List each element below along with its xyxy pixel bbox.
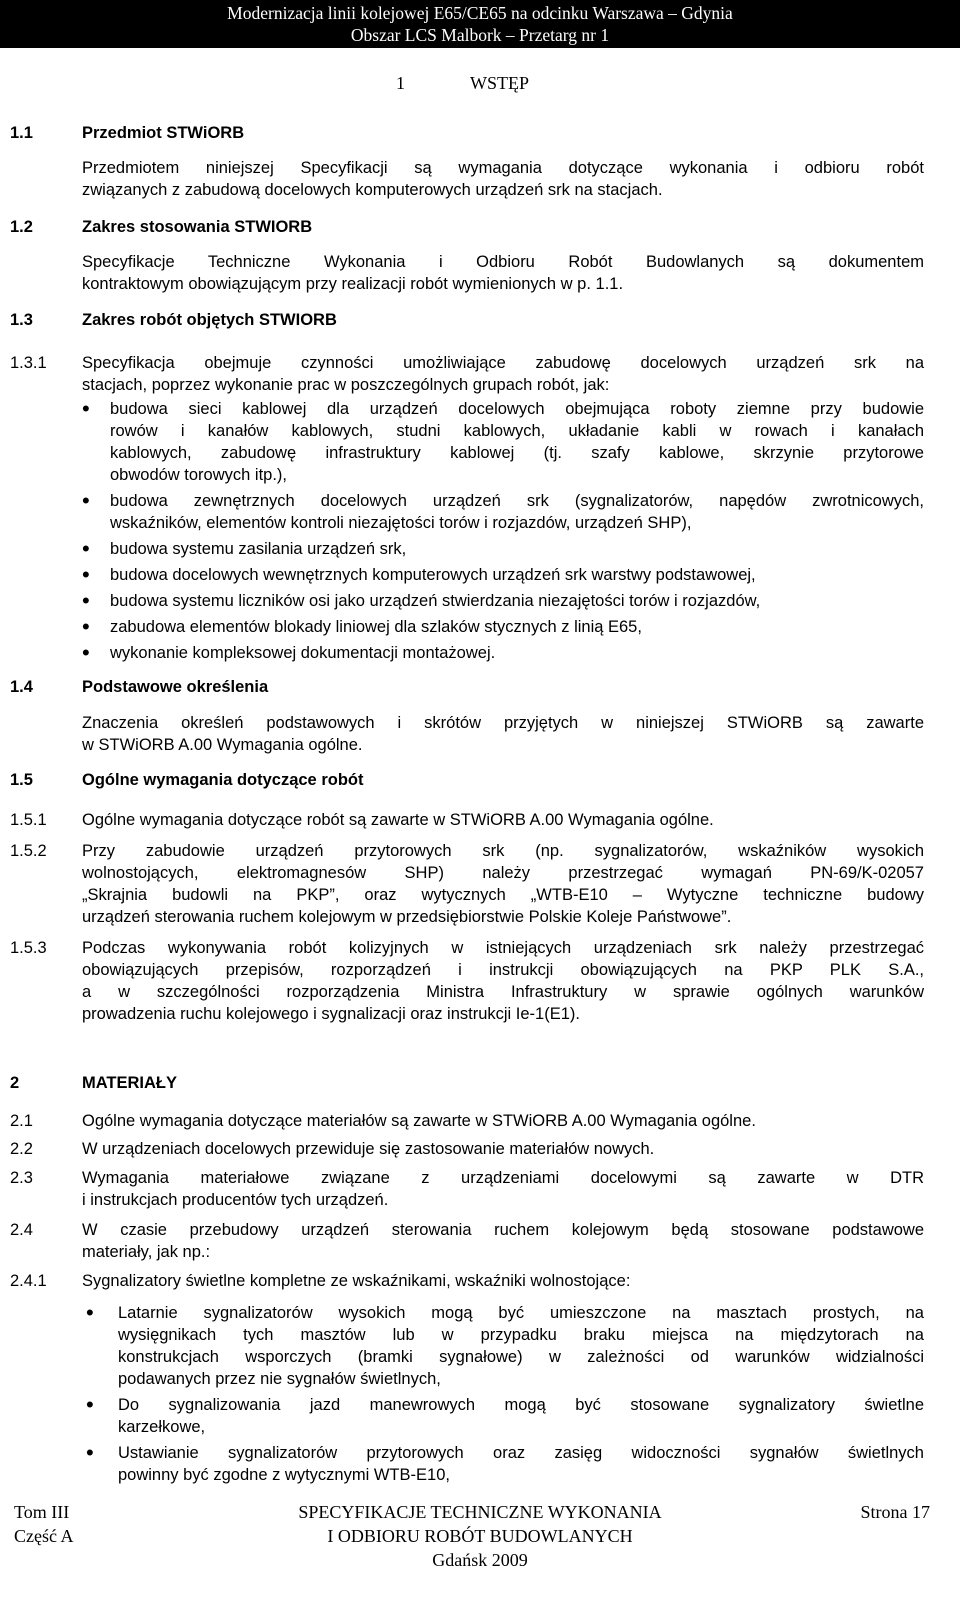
section-1-4-title: Podstawowe określenia xyxy=(82,678,269,696)
section-1-4-text: Znaczenia określeń podstawowych i skrótów przyjętych w niniejszej STWiORB są zawarte w STWiORB A.00 Wymagania ogólne. xyxy=(82,714,924,754)
section-1-2-title: Zakres stosowania STWIORB xyxy=(82,218,313,236)
chapter-2-title: MATERIAŁY xyxy=(82,1074,178,1092)
section-2-3-text: Wymagania materiałowe związane z urządzeniami docelowymi są zawarte w DTR i instrukcjach producentów tych urządzeń. xyxy=(82,1169,924,1209)
section-1-2-text: Specyfikacje Techniczne Wykonania i Odbioru Robót Budowlanych są dokumentem kontraktowym obowiązującym przy realizacji robót wymienionych w p. 1.1. xyxy=(82,253,924,293)
section-2-1-text: Ogólne wymagania dotyczące materiałów są zawarte w STWiORB A.00 Wymagania ogólne. xyxy=(82,1112,756,1130)
header-project-subtitle: Obszar LCS Malbork – Przetarg nr 1 xyxy=(350,25,610,45)
works-bullet-list xyxy=(82,398,924,664)
list-item: • wykonanie kompleksowej dokumentacji montażowej. xyxy=(82,642,924,664)
footer-spec-title-line2: I ODBIORU ROBÓT BUDOWLANYCH xyxy=(327,1526,633,1546)
section-2-4-number: 2.4 xyxy=(10,1221,33,1239)
section-1-5-2-text: Przy zabudowie urządzeń przytorowych srk (np. sygnalizatorów, wskaźników wysokich wolnostojących, elektromagnesów SHP) należy przestrzegać wymagań PN-69/K-02057 „Skrajnia budowli na PKP”, oraz wytycznych „WTB-E10 – Wytyczne techniczne budowy urządzeń sterowania ruchem kolejowym w przedsiębiorstwie Polskie Koleje Państwowe”. xyxy=(82,842,924,926)
page-footer xyxy=(0,1500,960,1600)
section-2-4-1-number: 2.4.1 xyxy=(10,1272,47,1290)
section-1-3-1-number: 1.3.1 xyxy=(10,354,47,372)
section-1-5-1-text: Ogólne wymagania dotyczące robót są zawarte w STWiORB A.00 Wymagania ogólne. xyxy=(82,811,714,829)
section-1-2-number: 1.2 xyxy=(10,218,33,236)
list-item: • Latarnie sygnalizatorów wysokich mogą być umieszczone na masztach prostych, na wysięgnikach tych masztów lub w przypadku braku miejsca na międzytorach na konstrukcjach wsporczych (bramki sygnałowe) w zależności od warunków widzialności podawanych przez nie sygnałów świetlnych, xyxy=(82,1302,924,1390)
footer-part: Część A xyxy=(14,1526,74,1546)
section-1-3-title: Zakres robót objętych STWIORB xyxy=(82,311,337,329)
chapter-2-number: 2 xyxy=(10,1074,20,1092)
footer-page-number: Strona 17 xyxy=(860,1502,930,1522)
chapter-1-number: 1 xyxy=(396,73,405,93)
section-1-4-number: 1.4 xyxy=(10,678,33,696)
section-1-3-number: 1.3 xyxy=(10,311,33,329)
section-1-1-number: 1.1 xyxy=(10,124,33,142)
list-item: • budowa docelowych wewnętrznych komputerowych urządzeń srk warstwy podstawowej, xyxy=(82,564,924,586)
section-1-5-2-number: 1.5.2 xyxy=(10,842,47,860)
list-item: • zabudowa elementów blokady liniowej dla szlaków stycznych z linią E65, xyxy=(82,616,924,638)
section-1-1-text: Przedmiotem niniejszej Specyfikacji są wymagania dotyczące wykonania i odbioru robót związanych z zabudową docelowych komputerowych urządzeń srk na stacjach. xyxy=(82,159,924,199)
footer-volume: Tom III xyxy=(14,1502,70,1522)
section-2-3-number: 2.3 xyxy=(10,1169,33,1187)
section-1-5-number: 1.5 xyxy=(10,771,33,789)
section-2-1-number: 2.1 xyxy=(10,1112,33,1130)
page-header xyxy=(0,0,960,48)
section-1-5-3-text: Podczas wykonywania robót kolizyjnych w istniejących urządzeniach srk należy przestrzegać obowiązujących przepisów, rozporządzeń i instrukcji obowiązujących na PKP PLK S.A., a w szczególności rozporządzenia Ministra Infrastruktury w sprawie ogólnych warunków prowadzenia ruchu kolejowego i sygnalizacji oraz instrukcji Ie-1(E1). xyxy=(82,939,924,1023)
footer-spec-title-line1: SPECYFIKACJE TECHNICZNE WYKONANIA xyxy=(298,1502,662,1522)
section-1-5-1-number: 1.5.1 xyxy=(10,811,47,829)
section-2-4-text: W czasie przebudowy urządzeń sterowania ruchem kolejowym będą stosowane podstawowe materiały, jak np.: xyxy=(82,1221,924,1261)
section-1-3-1-text: Specyfikacja obejmuje czynności umożliwiające zabudowę docelowych urządzeń srk na stacjach, poprzez wykonanie prac w poszczególnych grupach robót, jak: xyxy=(82,354,924,394)
list-item: • Do sygnalizowania jazd manewrowych mogą być stosowane sygnalizatory świetlne karzełkowe, xyxy=(82,1394,924,1438)
list-item: • Ustawianie sygnalizatorów przytorowych oraz zasięg widoczności sygnałów świetlnych powinny być zgodne z wytycznymi WTB-E10, xyxy=(82,1442,924,1486)
section-2-2-text: W urządzeniach docelowych przewiduje się zastosowanie materiałów nowych. xyxy=(82,1140,655,1158)
section-2-2-number: 2.2 xyxy=(10,1140,33,1158)
list-item: • budowa systemu liczników osi jako urządzeń stwierdzania niezajętości torów i rozjazdów, xyxy=(82,590,924,612)
footer-place-date: Gdańsk 2009 xyxy=(432,1550,528,1570)
header-project-title: Modernizacja linii kolejowej E65/CE65 na odcinku Warszawa – Gdynia xyxy=(227,3,733,23)
section-1-5-3-number: 1.5.3 xyxy=(10,939,47,957)
section-2-4-1-text: Sygnalizatory świetlne kompletne ze wskaźnikami, wskaźniki wolnostojące: xyxy=(82,1272,631,1290)
chapter-1-title: WSTĘP xyxy=(470,73,530,93)
list-item: • budowa zewnętrznych docelowych urządzeń srk (sygnalizatorów, napędów zwrotnicowych, wskaźników, elementów kontroli niezajętości torów i rozjazdów, urządzeń SHP), xyxy=(82,490,924,534)
section-1-5-title: Ogólne wymagania dotyczące robót xyxy=(82,771,364,789)
list-item: • budowa sieci kablowej dla urządzeń docelowych obejmująca roboty ziemne przy budowie rowów i kanałów kablowych, studni kablowych, układanie kabli w rowach i kanałach kablowych, zabudowę infrastruktury kablowej (tj. szafy kablowe, skrzynie przytorowe obwodów torowych itp.), xyxy=(82,398,924,486)
list-item: • budowa systemu zasilania urządzeń srk, xyxy=(82,538,924,560)
section-1-1-title: Przedmiot STWiORB xyxy=(82,124,245,142)
signals-bullet-list xyxy=(82,1302,924,1486)
